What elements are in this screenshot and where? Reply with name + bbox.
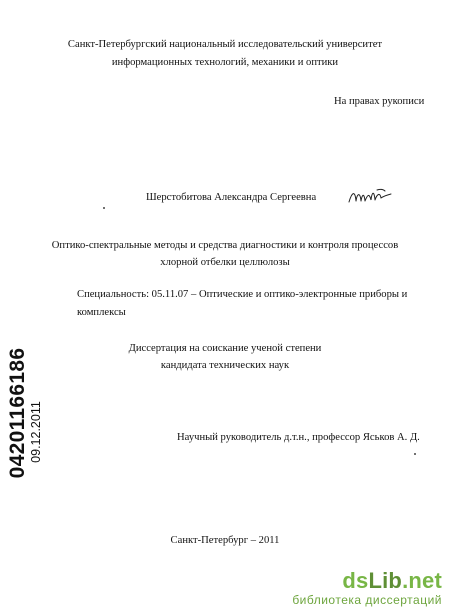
watermark-subtitle: библиотека диссертаций [292, 593, 442, 607]
author-name: Шерстобитова Александра Сергеевна [146, 192, 317, 203]
university-name-line2: информационных технологий, механики и оптики [111, 57, 339, 68]
scan-speck [103, 207, 105, 209]
thesis-title-line2: хлорной отбелки целлюлозы [160, 257, 290, 268]
supervisor-line: Научный руководитель д.т.н., профессор Яськов А. Д. [177, 432, 420, 443]
specialty-line2: комплексы [77, 307, 126, 318]
rights-note: На правах рукописи [334, 96, 425, 107]
dslib-watermark [292, 569, 442, 607]
logo-ds: ds [342, 568, 369, 593]
logo-net: .net [402, 568, 442, 593]
logo-lib: Lib [368, 568, 403, 593]
stamp-number: 04201166186 [6, 347, 29, 479]
specialty-line1: Специальность: 05.11.07 – Оптические и оптико-электронные приборы и [77, 289, 408, 300]
dslib-logo [292, 569, 442, 593]
scan-speck [414, 453, 416, 455]
degree-line2: кандидата технических наук [160, 360, 290, 371]
university-name-line1: Санкт-Петербургский национальный исследовательский университет [67, 39, 383, 50]
degree-line1: Диссертация на соискание ученой степени [128, 343, 322, 354]
stamp-date: 09.12.2011 [29, 401, 43, 463]
author-signature [347, 186, 393, 206]
city-year: Санкт-Петербург – 2011 [170, 535, 280, 546]
thesis-title-line1: Оптико-спектральные методы и средства диагностики и контроля процессов [51, 240, 399, 251]
